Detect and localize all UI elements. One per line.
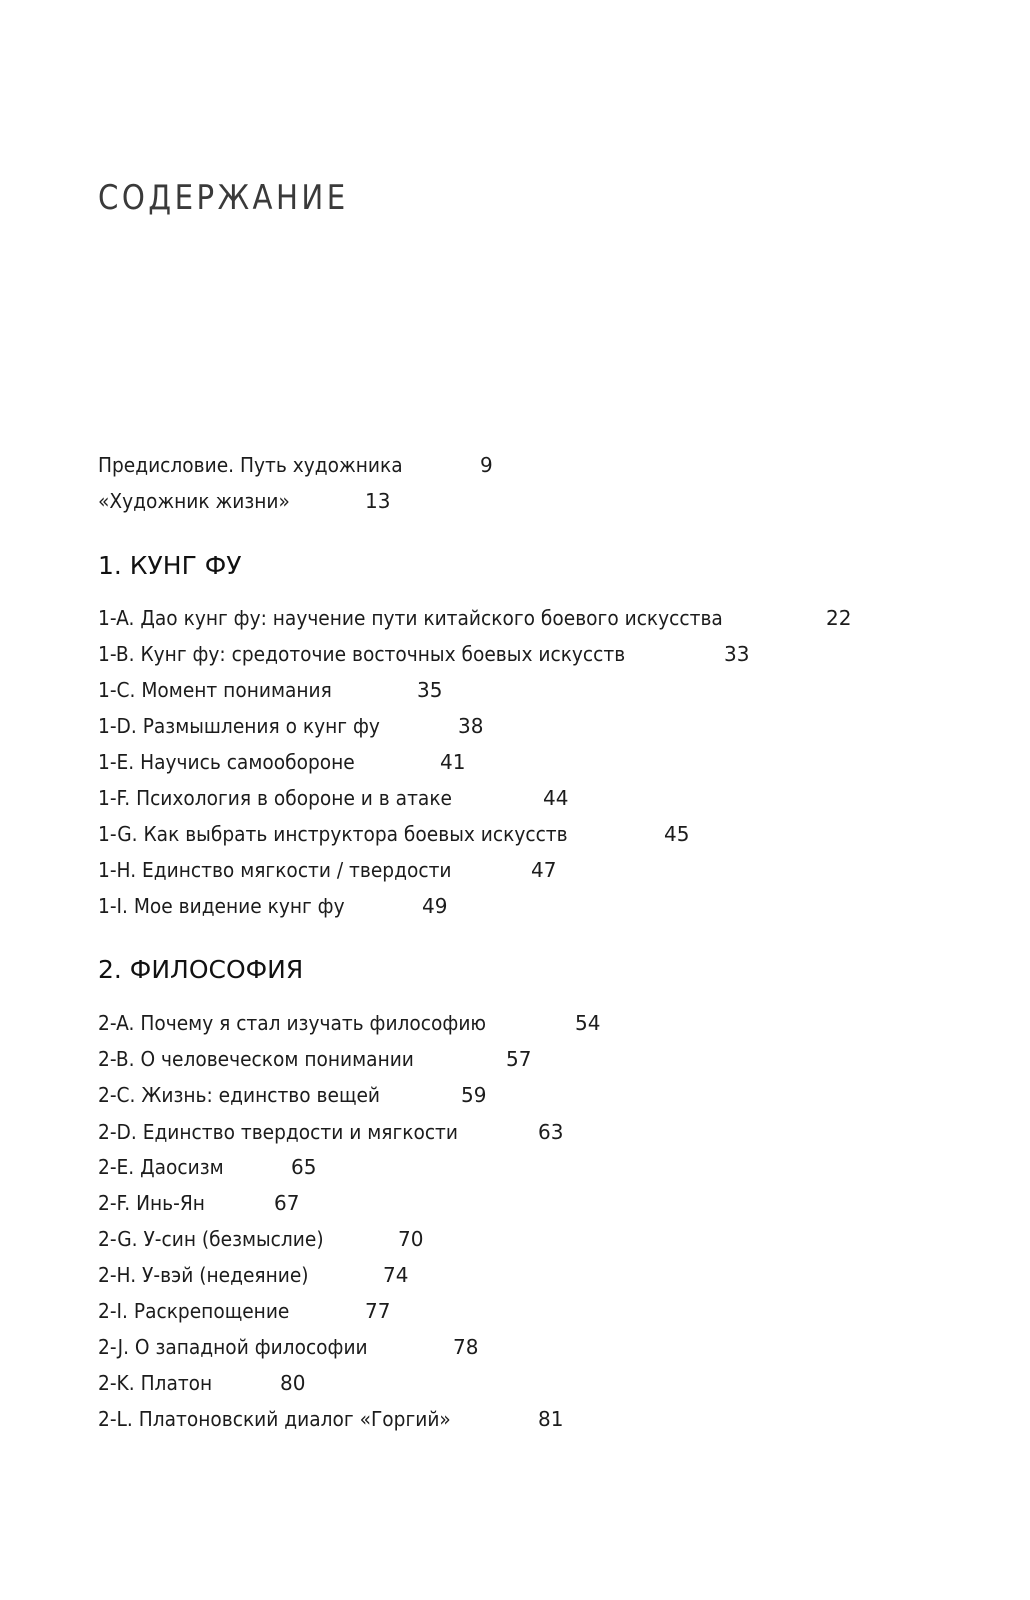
toc-entry-page: 44 <box>543 786 569 810</box>
toc-entry-label: 1-B. Кунг фу: средоточие восточных боевых искусств <box>98 642 626 666</box>
toc-entry-label: 1-G. Как выбрать инструктора боевых искусств <box>98 822 568 846</box>
toc-entry-page: 9 <box>480 453 493 477</box>
toc-entry[interactable] <box>98 1368 306 1398</box>
toc-entry-label: 2-G. У-син (безмыслие) <box>98 1227 324 1251</box>
toc-entry-page: 35 <box>417 678 443 702</box>
toc-entry-page: 57 <box>506 1047 532 1071</box>
toc-entry-label: 2-E. Даосизм <box>98 1155 224 1179</box>
toc-entry-page: 81 <box>538 1407 564 1431</box>
section-heading-philosophy: 2. ФИЛОСОФИЯ <box>98 955 304 984</box>
toc-entry-page: 38 <box>458 714 484 738</box>
toc-entry[interactable] <box>98 486 391 516</box>
toc-entry[interactable] <box>98 1224 424 1254</box>
toc-entry[interactable] <box>98 1332 479 1362</box>
toc-entry[interactable] <box>98 1080 487 1110</box>
toc-entry-label: 1-D. Размышления о кунг фу <box>98 714 380 738</box>
toc-entry-page: 63 <box>538 1120 564 1144</box>
toc-entry-label: 2-K. Платон <box>98 1371 213 1395</box>
toc-entry[interactable] <box>98 639 750 669</box>
toc-entry-label: Предисловие. Путь художника <box>98 453 403 477</box>
toc-entry-page: 65 <box>291 1155 317 1179</box>
toc-entry-label: 1-A. Дао кунг фу: научение пути китайского боевого искусства <box>98 606 723 630</box>
toc-entry-page: 33 <box>724 642 750 666</box>
toc-entry-page: 78 <box>453 1335 479 1359</box>
toc-entry[interactable] <box>98 1404 564 1434</box>
toc-entry[interactable] <box>98 1044 532 1074</box>
toc-entry-label: 2-B. О человеческом понимании <box>98 1047 414 1071</box>
toc-entry-label: 1-E. Научись самообороне <box>98 750 355 774</box>
toc-entry-page: 54 <box>575 1011 601 1035</box>
toc-entry[interactable] <box>98 891 448 921</box>
toc-entry[interactable] <box>98 1117 564 1147</box>
toc-entry-label: 2-I. Раскрепощение <box>98 1299 290 1323</box>
toc-entry-page: 70 <box>398 1227 424 1251</box>
toc-entry-page: 80 <box>280 1371 306 1395</box>
toc-entry[interactable] <box>98 1296 391 1326</box>
toc-entry-page: 41 <box>440 750 466 774</box>
toc-entry[interactable] <box>98 450 493 480</box>
toc-entry[interactable] <box>98 1008 601 1038</box>
toc-entry-label: 2-C. Жизнь: единство вещей <box>98 1083 381 1107</box>
toc-entry-page: 67 <box>274 1191 300 1215</box>
toc-entry[interactable] <box>98 1260 409 1290</box>
toc-entry[interactable] <box>98 819 690 849</box>
toc-entry-label: 1-F. Психология в обороне и в атаке <box>98 786 452 810</box>
toc-entry-label: 2-J. О западной философии <box>98 1335 368 1359</box>
toc-entry-page: 49 <box>422 894 448 918</box>
toc-entry[interactable] <box>98 747 466 777</box>
toc-entry[interactable] <box>98 783 569 813</box>
toc-entry[interactable] <box>98 711 484 741</box>
toc-entry-label: 2-L. Платоновский диалог «Горгий» <box>98 1407 451 1431</box>
toc-entry[interactable] <box>98 1152 317 1182</box>
toc-entry-page: 77 <box>365 1299 391 1323</box>
toc-entry-page: 74 <box>383 1263 409 1287</box>
toc-entry[interactable] <box>98 603 852 633</box>
toc-entry-label: 2-D. Единство твердости и мягкости <box>98 1120 458 1144</box>
toc-entry-page: 59 <box>461 1083 487 1107</box>
section-heading-kung-fu: 1. КУНГ ФУ <box>98 551 242 580</box>
toc-entry-label: 1-C. Момент понимания <box>98 678 332 702</box>
toc-entry-label: 1-I. Мое видение кунг фу <box>98 894 345 918</box>
toc-entry-label: 1-H. Единство мягкости / твердости <box>98 858 452 882</box>
toc-entry-label: 2-H. У-вэй (недеяние) <box>98 1263 309 1287</box>
toc-entry-page: 22 <box>826 606 852 630</box>
toc-entry-label: 2-A. Почему я стал изучать философию <box>98 1011 487 1035</box>
toc-entry-page: 13 <box>365 489 391 513</box>
toc-entry-label: «Художник жизни» <box>98 489 290 513</box>
page-title: СОДЕРЖАНИЕ <box>98 178 349 218</box>
toc-entry-page: 47 <box>531 858 557 882</box>
toc-entry[interactable] <box>98 1188 300 1218</box>
toc-entry-page: 45 <box>664 822 690 846</box>
toc-entry-label: 2-F. Инь-Ян <box>98 1191 205 1215</box>
toc-entry[interactable] <box>98 675 443 705</box>
toc-entry[interactable] <box>98 855 557 885</box>
